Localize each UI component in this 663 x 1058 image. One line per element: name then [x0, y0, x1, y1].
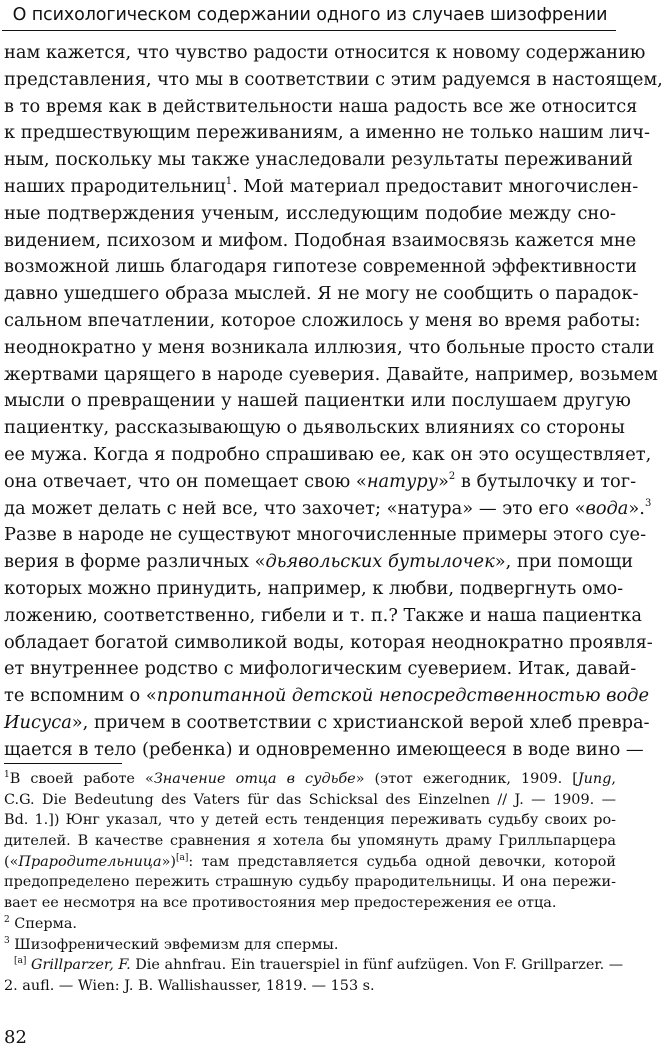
- text-line: жертвами царящего в народе суеверия. Давайте, например, возьмем: [4, 363, 659, 385]
- footnote-2-mark: 2: [4, 914, 10, 925]
- text-line: ным, поскольку мы также унаследовали результаты переживаний: [4, 149, 633, 171]
- text-line: ет внутреннее родство с мифологическим суеверием. Итак, давай-: [4, 658, 637, 680]
- italic-term: вода: [585, 497, 629, 519]
- footnote-1-line: вает ее несмотря на все противостояния мер предостережения ее отца.: [4, 895, 557, 912]
- text-fragment: ».: [628, 497, 645, 519]
- text-fragment: . Мой материал предоставит многочислен-: [232, 175, 639, 197]
- footnote-rule: [4, 763, 122, 764]
- page-number: 82: [4, 1027, 27, 1048]
- italic-term: натуру: [366, 470, 438, 492]
- text-fragment: наших прародительниц: [4, 175, 226, 197]
- text-line: щается в тело (ребенка) и одновременно имеющееся в воде вино —: [4, 738, 644, 760]
- footnote-1-line: [4, 852, 616, 873]
- running-title: О психологическом содержании одного из случаев шизофрении: [12, 5, 608, 25]
- text-line: нам кажется, что чувство радости относится к новому содержанию: [4, 42, 646, 63]
- text-fragment: в бутылочку и тог-: [455, 470, 637, 492]
- text-fragment: ,: [611, 771, 616, 787]
- footnote-a-mark: [a]: [14, 956, 27, 967]
- text-line: к предшествующим переживаниям, а именно не только нашим лич-: [4, 122, 651, 144]
- text-fragment: Шизофренический эвфемизм для спермы.: [9, 936, 339, 953]
- running-header: [0, 0, 620, 34]
- italic-term: пропитанной детской непосредственностью воде: [156, 685, 649, 707]
- footnote-1-line: C.G. Die Bedeutung des Vaters für das Schicksal des Einzelnen // J. — 1909. —: [4, 791, 616, 808]
- text-line: которых можно принудить, например, к любви, подвергнуть омо-: [4, 577, 624, 599]
- header-rule: [2, 30, 616, 31]
- text-line: пациентку, рассказывающую о дьявольских влияниях со стороны: [4, 417, 625, 439]
- footnote-ref-1: 1: [225, 175, 233, 187]
- italic-term: дьявольских бутылочек: [265, 551, 495, 573]
- footnote-ref-2: 2: [448, 470, 456, 482]
- italic-term: Значение отца в судьбе: [153, 771, 356, 787]
- text-fragment: она отвечает, что он помещает свою «: [4, 470, 367, 492]
- footnote-3-line: [4, 935, 616, 956]
- footnote-1-line: [4, 769, 616, 790]
- footnotes: [4, 769, 624, 997]
- text-line: [4, 683, 649, 710]
- italic-term: Иисуса: [4, 711, 72, 733]
- text-line: [4, 496, 652, 523]
- text-fragment: » (этот ежегодник, 1909. [: [355, 771, 578, 787]
- text-line: сальном впечатлении, которое сложилось у меня во время работы:: [4, 309, 641, 331]
- text-line: мысли о превращении у нашей пациентки или послушаем другую: [4, 390, 631, 412]
- text-line: Разве в народе не существуют многочисленные примеры этого суе-: [4, 524, 647, 546]
- text-fragment: : там представляется судьба одной девочки, которой: [188, 853, 616, 870]
- text-line: [4, 469, 637, 496]
- text-line: ложению, соответственно, гибели и т. п.? Также и наша пациентка: [4, 604, 643, 626]
- footnote-a-line: 2. aufl. — Wien: J. B. Wallishausser, 1819. — 153 s.: [4, 977, 375, 994]
- footnote-1-line: дителей. В качестве сравнения я хотела бы упомянуть драму Грилльпарцера: [4, 833, 616, 850]
- text-fragment: те вспомним о «: [4, 685, 157, 707]
- text-fragment: »): [161, 853, 176, 870]
- text-line: ее мужа. Когда я подробно спрашиваю ее, как он это осуществляет,: [4, 443, 652, 465]
- text-fragment: », причем в соответствии с христианской верой хлеб превра-: [71, 711, 650, 733]
- text-fragment: да может делать с ней все, что захочет; «натура» — это его «: [4, 497, 586, 519]
- text-fragment: верия в форме различных «: [4, 551, 266, 573]
- text-fragment: В своей работе «: [9, 771, 154, 787]
- text-fragment: Die ahnfrau. Ein trauerspiel in fünf aufzügen. Von F. Grillparzer. —: [130, 957, 624, 974]
- footnote-3-mark: 3: [4, 935, 10, 946]
- main-text: [4, 40, 663, 764]
- footnote-a-line: [4, 955, 624, 976]
- text-line: в то время как в действительности наша радость все же относится: [4, 95, 638, 117]
- footnote-1-mark: 1: [4, 770, 10, 780]
- text-line: [4, 549, 634, 576]
- text-line: [4, 710, 650, 737]
- footnote-2-line: [4, 914, 616, 935]
- text-line: обладает богатой символикой воды, которая неоднократно проявля-: [4, 631, 653, 653]
- italic-term: Jung: [577, 771, 612, 787]
- footnote-a-ref: [a]: [175, 852, 189, 863]
- footnote-1-line: Bd. 1.]) Юнг указал, что у детей есть тенденция переживать судьбу своих ро-: [4, 812, 616, 829]
- italic-term: Grillparzer, F.: [30, 957, 131, 974]
- italic-term: Прародительница: [18, 853, 162, 870]
- text-line: давно ушедшего образа мыслей. Я не могу не сообщить о парадок-: [4, 283, 639, 305]
- text-fragment: »: [438, 470, 449, 492]
- text-fragment: Сперма.: [9, 915, 77, 932]
- text-line: неоднократно у меня возникала иллюзия, что больные просто стали: [4, 336, 655, 358]
- text-line: ные подтверждения ученым, исследующим подобие между сно-: [4, 202, 616, 224]
- text-fragment: («: [4, 853, 19, 870]
- text-line: представления, что мы в соответствии с этим радуемся в настоящем,: [4, 68, 663, 90]
- text-fragment: », при помощи: [494, 551, 634, 573]
- footnote-ref-3: 3: [644, 497, 652, 509]
- footnote-1-line: предопределено пережить страшную судьбу прародительницы. И она пережи-: [4, 874, 616, 891]
- text-line: видением, психозом и мифом. Подобная взаимосвязь кажется мне: [4, 229, 637, 251]
- text-line: [4, 174, 639, 201]
- text-line: возможной лишь благодаря гипотезе современной эффективности: [4, 256, 637, 278]
